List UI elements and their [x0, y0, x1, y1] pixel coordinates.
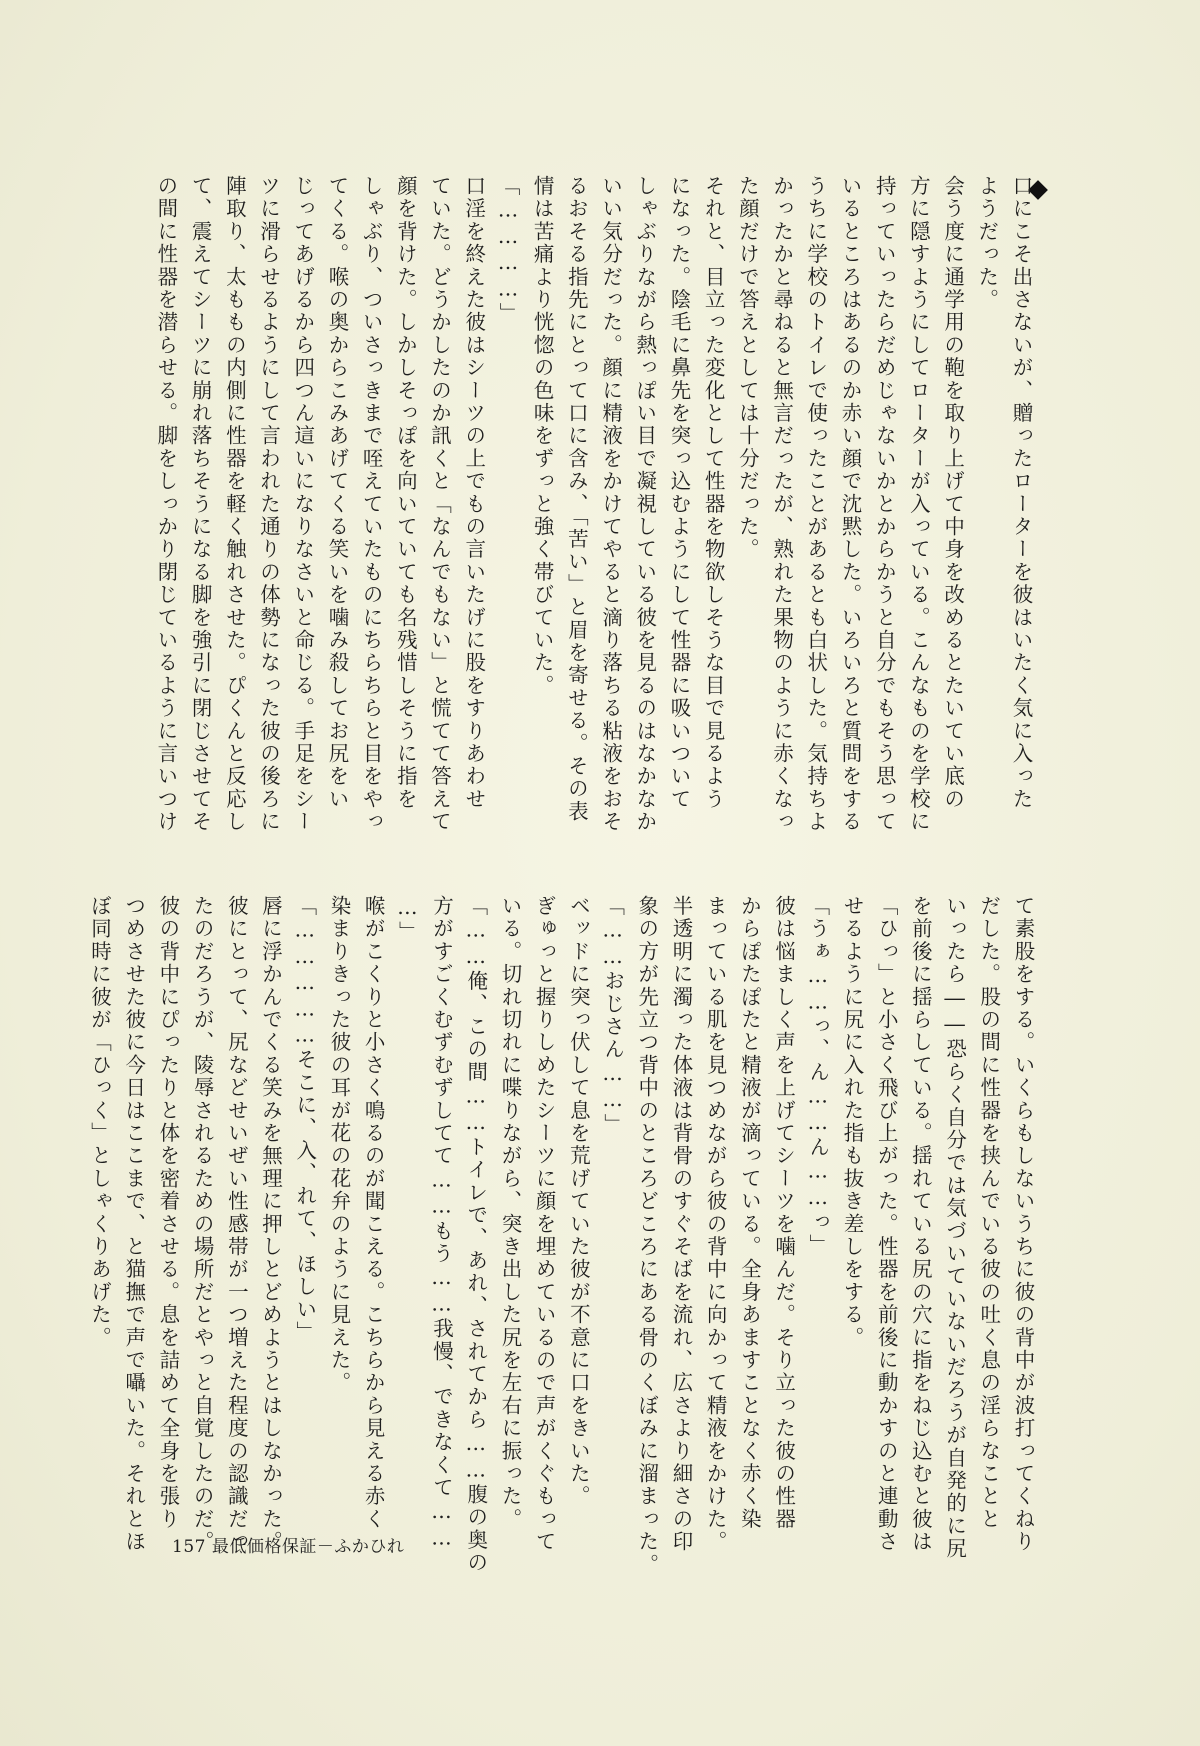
text-line: しゃぶりながら熱っぽい目で凝視している彼を見るのはなかなか: [632, 175, 657, 834]
text-line: たのだろうが、陵辱されるための場所だとやっと自覚したのだ。: [190, 895, 215, 1554]
text-line: 半透明に濁った体液は背骨のすぐそばを流れ、広さより細さの印: [668, 895, 693, 1554]
text-line: 口淫を終えた彼はシーツの上でもの言いたげに股をすりあわせ: [461, 175, 486, 811]
text-line: 持っていったらだめじゃないかとからかうと自分でもそう思って: [872, 175, 897, 834]
text-line: じってあげるから四つん這いになりなさいと命じる。手足をシー: [290, 175, 315, 834]
text-line: 会う度に通学用の鞄を取り上げて中身を改めるとたいてい底の: [940, 175, 965, 811]
text-line: ツに滑らせるようにして言われた通りの体勢になった彼の後ろに: [256, 175, 281, 834]
text-line: て、震えてシーツに崩れ落ちそうになる脚を強引に閉じさせてそ: [188, 175, 213, 834]
text-line: て素股をする。いくらもしないうちに彼の背中が波打ってくねり: [1011, 895, 1035, 1554]
text-line: 唇に浮かんでくる笑みを無理に押しとどめようとはしなかった。: [258, 895, 283, 1554]
text-line: まっている肌を見つめながら彼の背中に向かって精液をかけた。: [703, 895, 728, 1554]
text-line: いる。切れ切れに喋りながら、突き出した尻を左右に振った。: [497, 895, 522, 1531]
text-line: いい気分だった。顔に精液をかけてやると滴り落ちる粘液をおそ: [598, 175, 623, 834]
text-block-upper: [153, 175, 1038, 834]
text-line: るおそる指先にとって口に含み、「苦い」と眉を寄せる。その表: [564, 175, 589, 824]
text-line: 「…………」: [495, 175, 520, 326]
text-line: 方に隠すようにしてローターが入っている。こんなものを学校に: [906, 175, 931, 834]
text-line: 情は苦痛より恍惚の色味をずっと強く帯びていた。: [530, 175, 555, 698]
text-line: ぼ同時に彼が「ひっく」としゃくりあげた。: [87, 895, 112, 1349]
text-line: 陣取り、太ももの内側に性器を軽く触れさせた。ぴくんと反応し: [222, 175, 247, 834]
text-line: 「うぁ……っ、ん……ん……っ」: [805, 895, 830, 1257]
text-line: せるように尻に入れた指も抜き差しをする。: [839, 895, 864, 1349]
text-line: 方がすごくむずむずしてて……もう……我慢、できなくて……: [429, 895, 454, 1552]
text-line: うちに学校のトイレで使ったことがあるとも白状した。気持ちよ: [803, 175, 828, 834]
text-line: 喉がこくりと小さく鳴るのが聞こえる。こちらから見える赤く: [361, 895, 386, 1531]
page-footer-folio: 157 最低価格保証－ふかひれ: [172, 1537, 405, 1557]
text-line: ベッドに突っ伏して息を荒げていた彼が不意に口をきいた。: [566, 895, 591, 1508]
text-line: 「ひっ」と小さく飛び上がった。性器を前後に動かすのと連動さ: [874, 895, 899, 1554]
text-line: 「……おじさん……」: [600, 895, 625, 1136]
text-line: いるところはあるのか赤い顔で沈黙した。いろいろと質問をする: [837, 175, 862, 834]
text-line: た顔だけで答えとしては十分だった。: [735, 175, 760, 561]
text-line: ようだった。: [974, 175, 999, 312]
text-line: を前後に揺らしている。揺れている尻の穴に指をねじ込むと彼は: [908, 895, 933, 1554]
text-line: 「……俺、この間……トイレで、あれ、されてから……腹の奥の: [463, 895, 488, 1575]
text-line: 象の方が先立つ背中のところどころにある骨のくぼみに溜まった。: [634, 895, 659, 1576]
text-line: の間に性器を潜らせる。脚をしっかり閉じているように言いつけ: [153, 175, 178, 834]
text-line: ぎゅっと握りしめたシーツに顔を埋めているので声がくぐもって: [532, 895, 557, 1554]
text-line: しゃぶり、ついさっきまで咥えていたものにちらちらと目をやっ: [359, 175, 384, 834]
text-line: 彼にとって、尻などせいぜい性感帯が一つ増えた程度の認識だっ: [224, 895, 249, 1554]
text-line: 口にこそ出さないが、贈ったローターを彼はいたく気に入った: [1009, 175, 1033, 811]
text-line: ていた。どうかしたのか訊くと「なんでもない」と慌てて答えて: [427, 175, 452, 834]
text-line: それと、目立った変化として性器を物欲しそうな目で見るよう: [701, 175, 726, 811]
text-line: …」: [395, 895, 420, 944]
text-line: 彼は悩ましく声を上げてシーツを噛んだ。そり立った彼の性器: [771, 895, 796, 1531]
text-line: いったら――恐らく自分では気づいていないだろうが自発的に尻: [942, 895, 967, 1561]
text-line: つめさせた彼に今日はここまで、と猫撫で声で囁いた。それとほ: [121, 895, 146, 1554]
text-line: 「……………そこに、入、れて、ほしい」: [292, 895, 317, 1344]
text-line: からぽたぽたと精液が滴っている。全身あますことなく赤く染: [737, 895, 762, 1531]
text-line: になった。陰毛に鼻先を突っ込むようにして性器に吸いついて: [666, 175, 691, 811]
text-line: だした。股の間に性器を挟んでいる彼の吐く息の淫らなことと: [976, 895, 1001, 1531]
text-line: 彼の背中にぴったりと体を密着させる。息を詰めて全身を張り: [155, 895, 180, 1531]
text-line: かったかと尋ねると無言だったが、熟れた果物のように赤くなっ: [769, 175, 794, 834]
text-line: 染まりきった彼の耳が花の花弁のように見えた。: [326, 895, 351, 1395]
text-line: てくる。喉の奥からこみあげてくる笑いを噛み殺してお尻をい: [324, 175, 349, 811]
text-line: 顔を背けた。しかしそっぽを向いていても名残惜しそうに指を: [393, 175, 418, 811]
